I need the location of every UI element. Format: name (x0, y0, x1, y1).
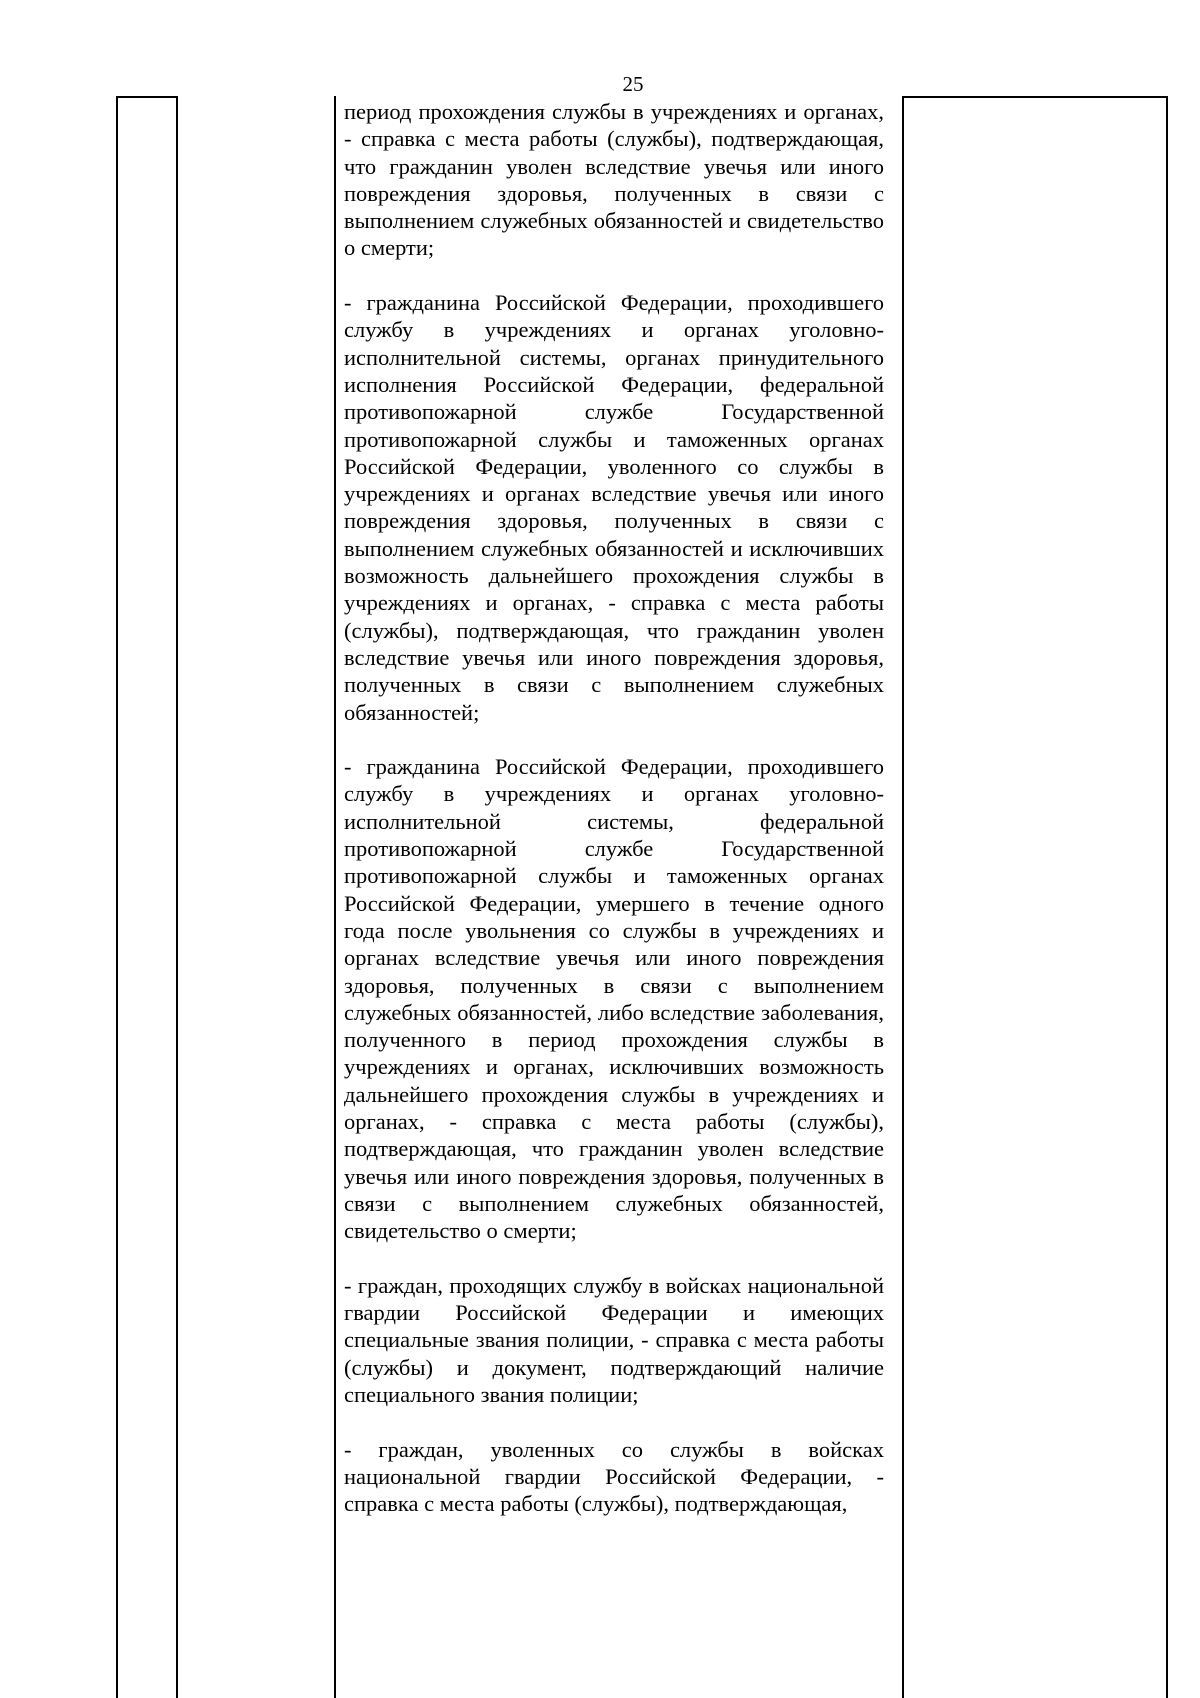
table-column-border (176, 96, 178, 1698)
document-paragraph: - гражданина Российской Федерации, проходившего службу в учреждениях и органах уголовно-исполнительной системы, федеральной противопожарной службе Государственной противопожарной службы и таможенных органах Российской Федерации, умершего в течение одного года после увольнения со службы в учреждениях и органах вследствие увечья или иного повреждения здоровья, полученных в связи с выполнением служебных обязанностей, либо вследствие заболевания, полученного в период прохождения службы в учреждениях и органах, исключивших возможность дальнейшего прохождения службы в учреждениях и органах, - справка с места работы (службы), подтверждающая, что гражданин уволен вследствие увечья или иного повреждения здоровья, полученных в связи с выполнением служебных обязанностей, свидетельство о смерти; (344, 754, 884, 1244)
table-column-border (902, 96, 904, 1698)
page-number: 25 (622, 72, 644, 96)
table-cell-documents (344, 98, 884, 1545)
document-paragraph: период прохождения службы в учреждениях и органах, - справка с места работы (службы), подтверждающая, что гражданин уволен вследствие увечья или иного повреждения здоровья, полученных в связи с выполнением служебных обязанностей и свидетельство о смерти; (344, 99, 884, 261)
table-top-border (902, 96, 1168, 98)
document-paragraph: - граждан, уволенных со службы в войсках национальной гвардии Российской Федерации, - справка с места работы (службы), подтверждающая, (344, 1436, 884, 1517)
table-column-border (1166, 96, 1168, 1698)
table-column-border (116, 96, 118, 1698)
table-column-border (334, 96, 336, 1698)
document-paragraph: - граждан, проходящих службу в войсках национальной гвардии Российской Федерации и имеющих специальные звания полиции, - справка с места работы (службы) и документ, подтверждающий наличие специального звания полиции; (344, 1272, 884, 1407)
document-paragraph: - гражданина Российской Федерации, проходившего службу в учреждениях и органах уголовно-исполнительной системы, органах принудительного исполнения Российской Федерации, федеральной противопожарной службе Государственной противопожарной службы и таможенных органах Российской Федерации, уволенного со службы в учреждениях и органах вследствие увечья или иного повреждения здоровья, полученных в связи с выполнением служебных обязанностей и исключивших возможность дальнейшего прохождения службы в учреждениях и органах, - справка с места работы (службы), подтверждающая, что гражданин уволен вследствие увечья или иного повреждения здоровья, полученных в связи с выполнением служебных обязанностей; (344, 290, 884, 725)
table-top-border (116, 96, 178, 98)
